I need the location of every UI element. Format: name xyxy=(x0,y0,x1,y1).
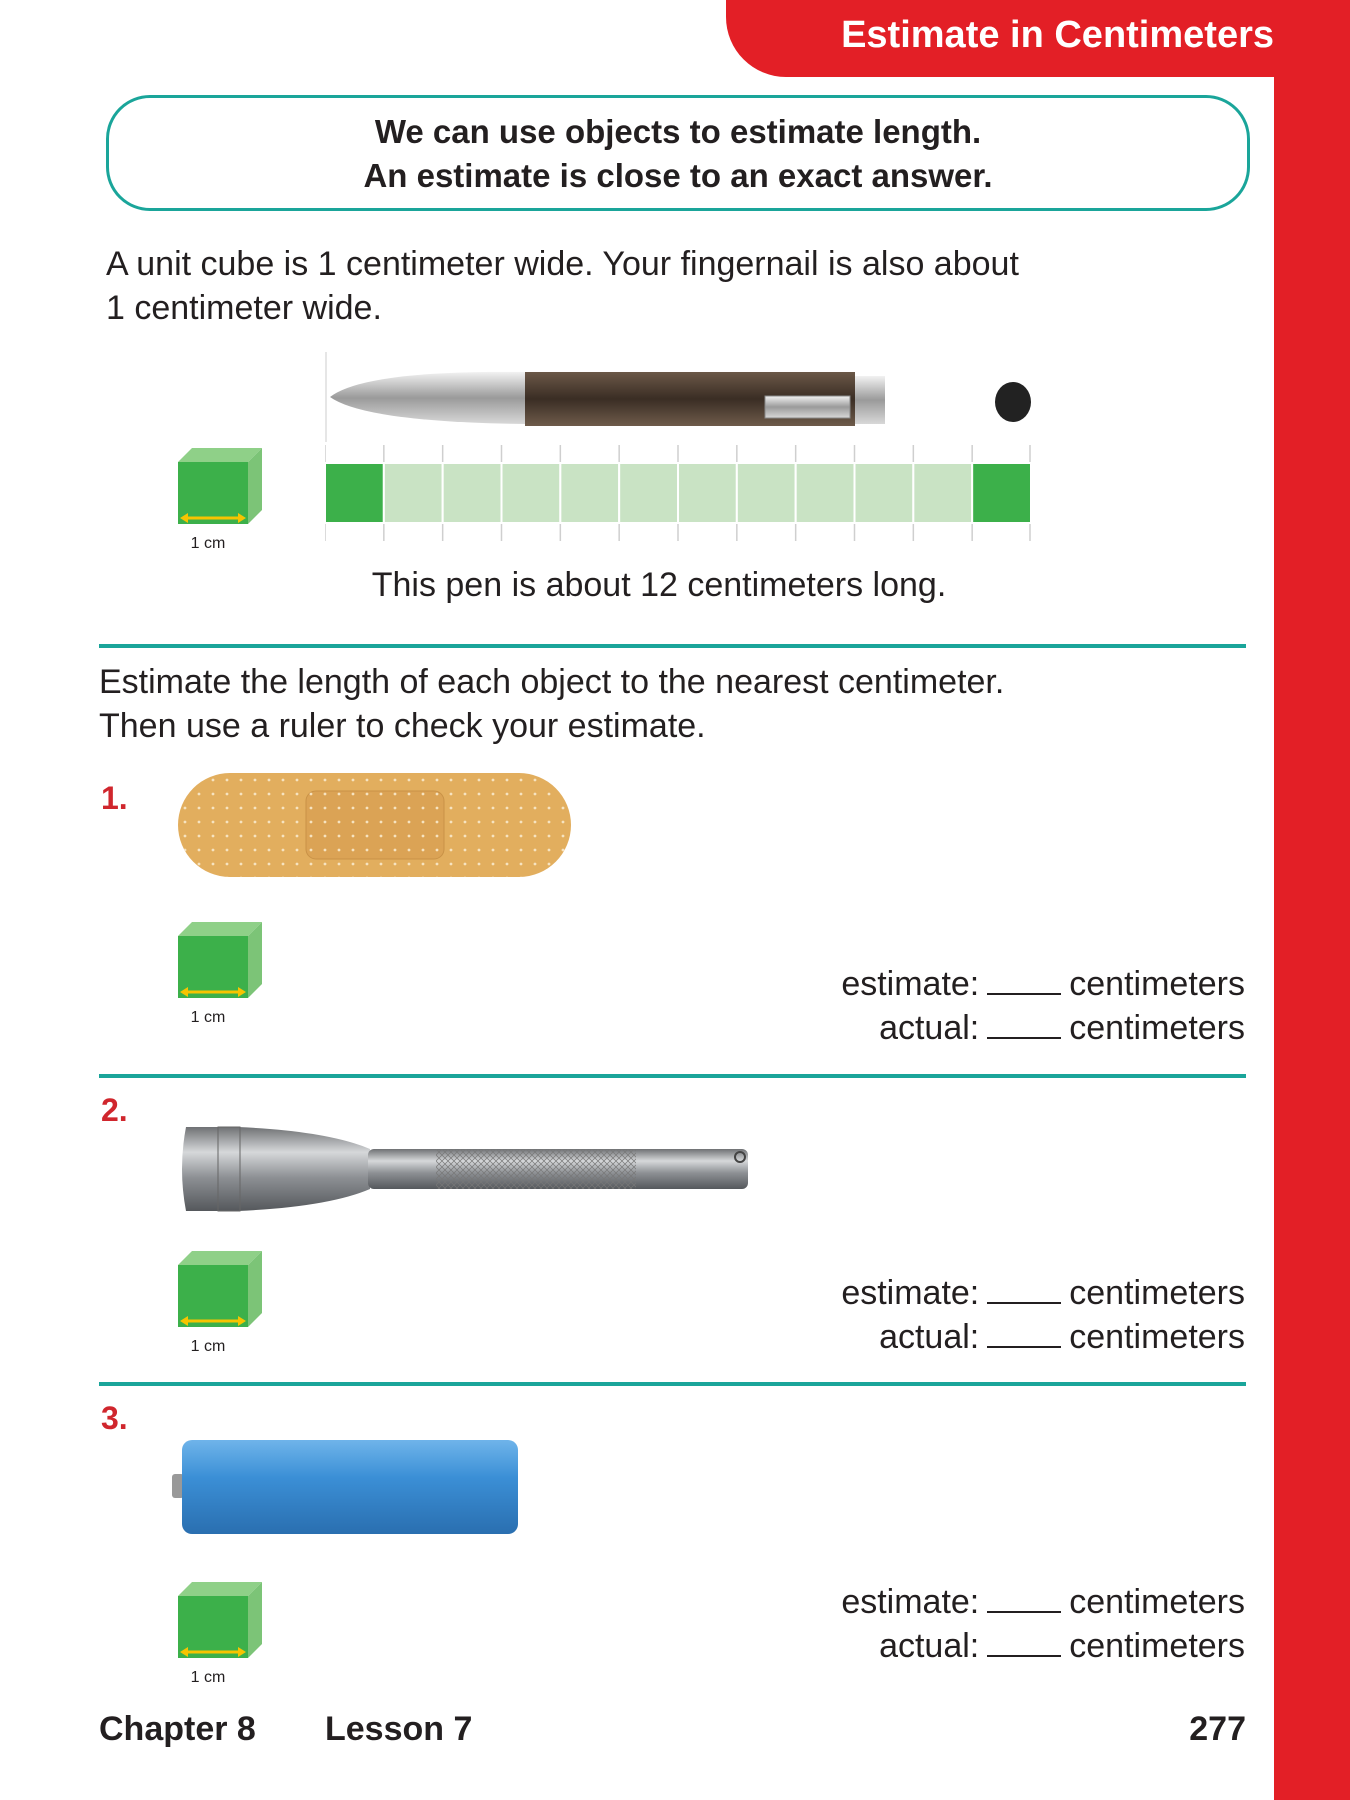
unit-label: centimeters xyxy=(1069,1318,1245,1356)
unit-cube xyxy=(178,1582,268,1687)
unit-label: centimeters xyxy=(1069,1627,1245,1665)
problem-number: 2. xyxy=(101,1092,128,1128)
estimate-row xyxy=(841,1274,1245,1313)
actual-row xyxy=(879,1318,1245,1357)
lesson-label: Lesson 7 xyxy=(325,1710,473,1748)
unit-cube-ruler xyxy=(325,445,1037,541)
estimate-row xyxy=(841,965,1245,1004)
key-idea-box xyxy=(106,95,1250,211)
unit-label: centimeters xyxy=(1069,1009,1245,1047)
unit-cube xyxy=(178,448,268,553)
unit-cube-icon xyxy=(178,922,268,1004)
battery-image xyxy=(172,1438,520,1538)
unit-cube-icon xyxy=(178,1582,268,1664)
unit-label: centimeters xyxy=(1069,965,1245,1003)
estimate-row xyxy=(841,1583,1245,1622)
ruler-cube xyxy=(678,463,737,523)
key-idea-line-1: We can use objects to estimate length. xyxy=(374,113,982,150)
flashlight-image xyxy=(178,1125,754,1213)
instructions-line-2: Then use a ruler to check your estimate. xyxy=(99,707,706,745)
cube-label: 1 cm xyxy=(190,1669,226,1686)
ruler-cube xyxy=(972,463,1031,523)
actual-blank[interactable] xyxy=(987,1629,1061,1657)
bandage-image xyxy=(178,773,573,879)
ruler-cube xyxy=(325,463,384,523)
key-idea-line-2: An estimate is close to an exact answer. xyxy=(363,157,993,194)
problem-number: 3. xyxy=(101,1400,128,1436)
ruler-cube xyxy=(443,463,502,523)
red-side-bar xyxy=(1274,0,1350,1800)
cube-label: 1 cm xyxy=(190,535,226,552)
chapter-label: Chapter 8 xyxy=(99,1710,256,1748)
section-divider xyxy=(99,1382,1246,1386)
unit-cube xyxy=(178,922,268,1027)
section-divider xyxy=(99,1074,1246,1078)
instructions-line-1: Estimate the length of each object to the nearest centimeter. xyxy=(99,663,1005,701)
estimate-blank[interactable] xyxy=(987,1276,1061,1304)
actual-label: actual: xyxy=(879,1009,980,1047)
estimate-label: estimate: xyxy=(841,1274,980,1312)
ruler-cube xyxy=(502,463,561,523)
ruler-cube xyxy=(796,463,855,523)
instructions xyxy=(99,660,1004,748)
actual-blank[interactable] xyxy=(987,1320,1061,1348)
unit-cube-icon xyxy=(178,448,268,530)
ruler-cube xyxy=(737,463,796,523)
ruler-cube xyxy=(619,463,678,523)
ruler-cube xyxy=(913,463,972,523)
section-divider xyxy=(99,644,1246,648)
page-number: 277 xyxy=(1189,1710,1246,1748)
actual-row xyxy=(879,1009,1245,1048)
unit-label: centimeters xyxy=(1069,1583,1245,1621)
actual-label: actual: xyxy=(879,1318,980,1356)
unit-cube-icon xyxy=(178,1251,268,1333)
intro-line-1: A unit cube is 1 centimeter wide. Your fingernail is also about xyxy=(106,245,1019,283)
estimate-label: estimate: xyxy=(841,1583,980,1621)
actual-row xyxy=(879,1627,1245,1666)
pen-caption: This pen is about 12 centimeters long. xyxy=(371,566,947,604)
ruler-cube xyxy=(855,463,914,523)
pen-image xyxy=(325,352,1060,442)
ruler-cube xyxy=(384,463,443,523)
estimate-blank[interactable] xyxy=(987,1585,1061,1613)
actual-label: actual: xyxy=(879,1627,980,1665)
problem-number: 1. xyxy=(101,780,128,816)
unit-cube xyxy=(178,1251,268,1356)
cube-label: 1 cm xyxy=(190,1338,226,1355)
page-title: Estimate in Centimeters xyxy=(841,14,1274,56)
unit-label: centimeters xyxy=(1069,1274,1245,1312)
cube-label: 1 cm xyxy=(190,1009,226,1026)
ruler-cube xyxy=(560,463,619,523)
estimate-blank[interactable] xyxy=(987,967,1061,995)
actual-blank[interactable] xyxy=(987,1011,1061,1039)
estimate-label: estimate: xyxy=(841,965,980,1003)
intro-text xyxy=(106,242,1019,330)
intro-line-2: 1 centimeter wide. xyxy=(106,289,382,327)
